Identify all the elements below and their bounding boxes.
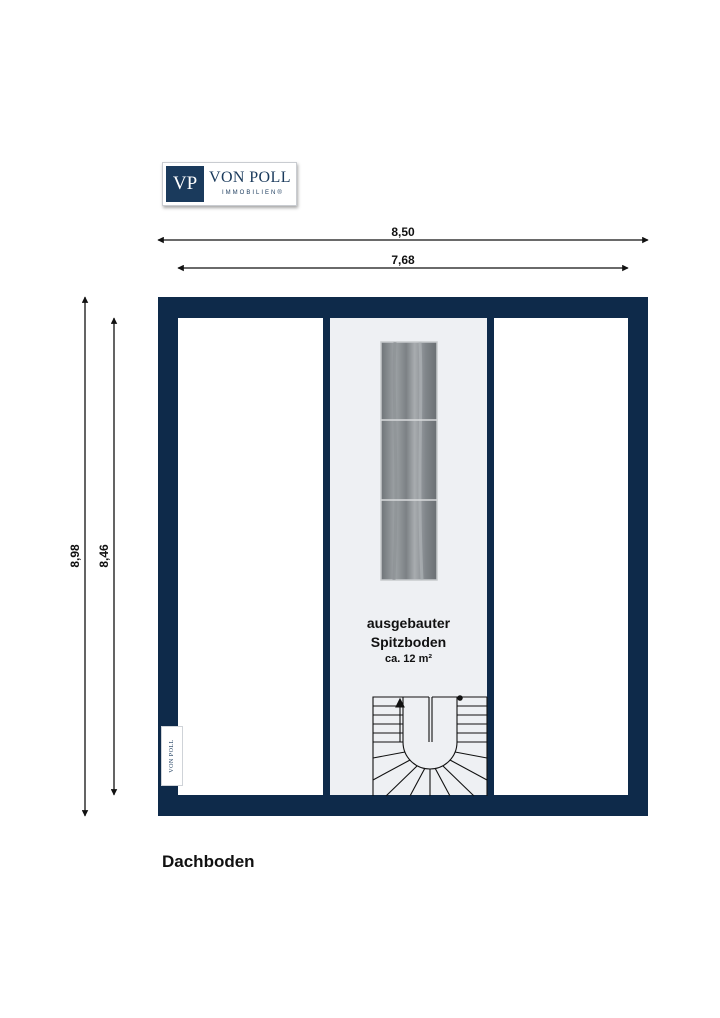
watermark-logo-text: VON POLL [169,739,175,773]
roof-window [381,342,437,580]
room-area: ca. 12 m² [384,653,433,665]
inner-height-label: 8,46 [97,544,111,568]
room-name-line2: Spitzboden [370,634,447,650]
floor-title: Dachboden [162,852,255,871]
overall-width-label: 8,50 [391,225,415,239]
inner-width-label: 7,68 [391,253,415,267]
logo-subtitle: IMMOBILIEN® [222,190,284,196]
logo-mark: VP [166,166,204,202]
room-label [330,614,487,666]
overall-height-label: 8,98 [68,544,82,568]
room-name-line1: ausgebauter [366,615,451,631]
logo-name: VON POLL [209,169,291,186]
staircase [373,696,487,796]
watermark-logo [161,726,183,786]
